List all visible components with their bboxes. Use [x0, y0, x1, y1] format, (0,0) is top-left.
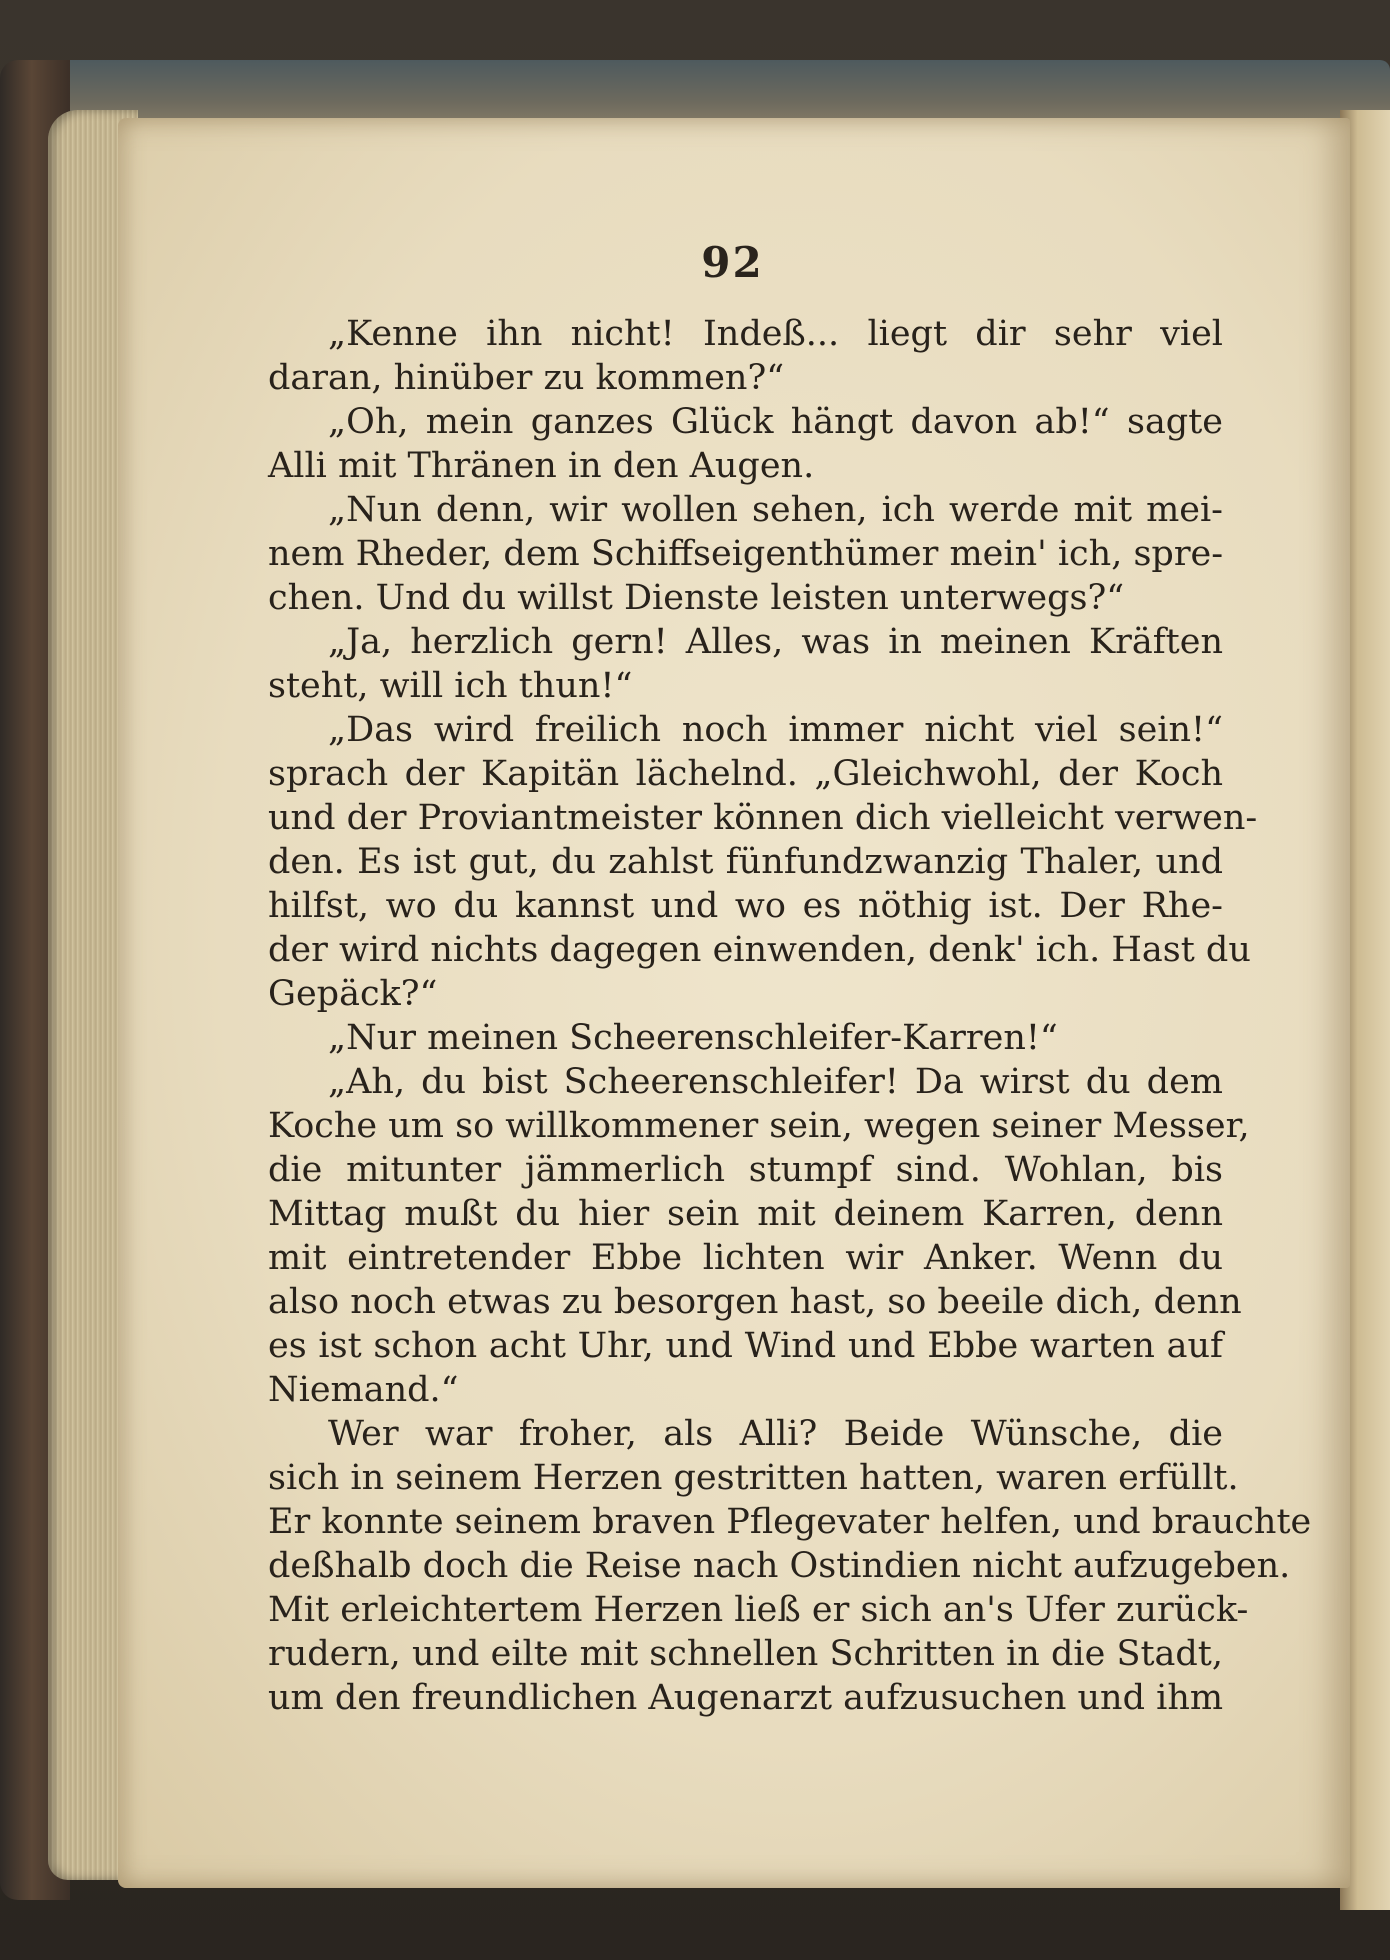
text-line: Gepäck?“	[268, 974, 438, 1014]
page-number: 92	[701, 238, 764, 287]
page-text	[268, 312, 1312, 1720]
text-line: Er konnte seinem braven Pflegevater helfen, und brauchte	[268, 1502, 1312, 1542]
text-line: Wer war froher, als Alli? Beide Wünsche, die	[328, 1414, 1223, 1454]
text-line: der wird nichts dagegen einwenden, denk' ich. Hast du	[268, 930, 1251, 970]
text-line: chen. Und du willst Dienste leisten unterwegs?“	[268, 578, 1125, 618]
text-line: Alli mit Thränen in den Augen.	[268, 446, 815, 486]
text-line: und der Proviantmeister können dich vielleicht verwen-	[268, 798, 1258, 838]
text-line: „Ah, du bist Scheerenschleifer! Da wirst du dem	[328, 1062, 1223, 1102]
text-line: deßhalb doch die Reise nach Ostindien nicht aufzugeben.	[268, 1546, 1291, 1586]
text-line: „Nur meinen Scheerenschleifer-Karren!“	[328, 1018, 1058, 1058]
text-line: „Oh, mein ganzes Glück hängt davon ab!“ sagte	[328, 402, 1223, 442]
text-line: steht, will ich thun!“	[268, 666, 633, 706]
text-line: es ist schon acht Uhr, und Wind und Ebbe warten auf	[268, 1326, 1223, 1366]
text-line: um den freundlichen Augenarzt aufzusuchen und ihm	[268, 1678, 1224, 1718]
text-line: den. Es ist gut, du zahlst fünfundzwanzig Thaler, und	[268, 842, 1223, 882]
text-line: „Das wird freilich noch immer nicht viel sein!“	[328, 710, 1223, 750]
text-line: Mittag mußt du hier sein mit deinem Karren, denn	[268, 1194, 1223, 1234]
text-line: „Nun denn, wir wollen sehen, ich werde mit mei-	[328, 490, 1223, 530]
text-line: „Kenne ihn nicht! Indeß... liegt dir sehr viel	[328, 314, 1223, 354]
text-line: Koche um so willkommener sein, wegen seiner Messer,	[268, 1106, 1250, 1146]
text-line: „Ja, herzlich gern! Alles, was in meinen Kräften	[328, 622, 1223, 662]
text-line: die mitunter jämmerlich stumpf sind. Wohlan, bis	[268, 1150, 1223, 1190]
text-line: sich in seinem Herzen gestritten hatten, waren erfüllt.	[268, 1458, 1239, 1498]
text-line: Mit erleichtertem Herzen ließ er sich an's Ufer zurück-	[268, 1590, 1249, 1630]
text-line: rudern, und eilte mit schnellen Schritten in die Stadt,	[268, 1634, 1223, 1674]
text-line: Niemand.“	[268, 1370, 459, 1410]
text-line: daran, hinüber zu kommen?“	[268, 358, 785, 398]
text-line: hilfst, wo du kannst und wo es nöthig ist. Der Rhe-	[268, 886, 1223, 926]
text-line: nem Rheder, dem Schiffseigenthümer mein' ich, spre-	[268, 534, 1224, 574]
text-line: sprach der Kapitän lächelnd. „Gleichwohl, der Koch	[268, 754, 1223, 794]
text-line: also noch etwas zu besorgen hast, so beeile dich, denn	[268, 1282, 1242, 1322]
text-line: mit eintretender Ebbe lichten wir Anker. Wenn du	[268, 1238, 1223, 1278]
